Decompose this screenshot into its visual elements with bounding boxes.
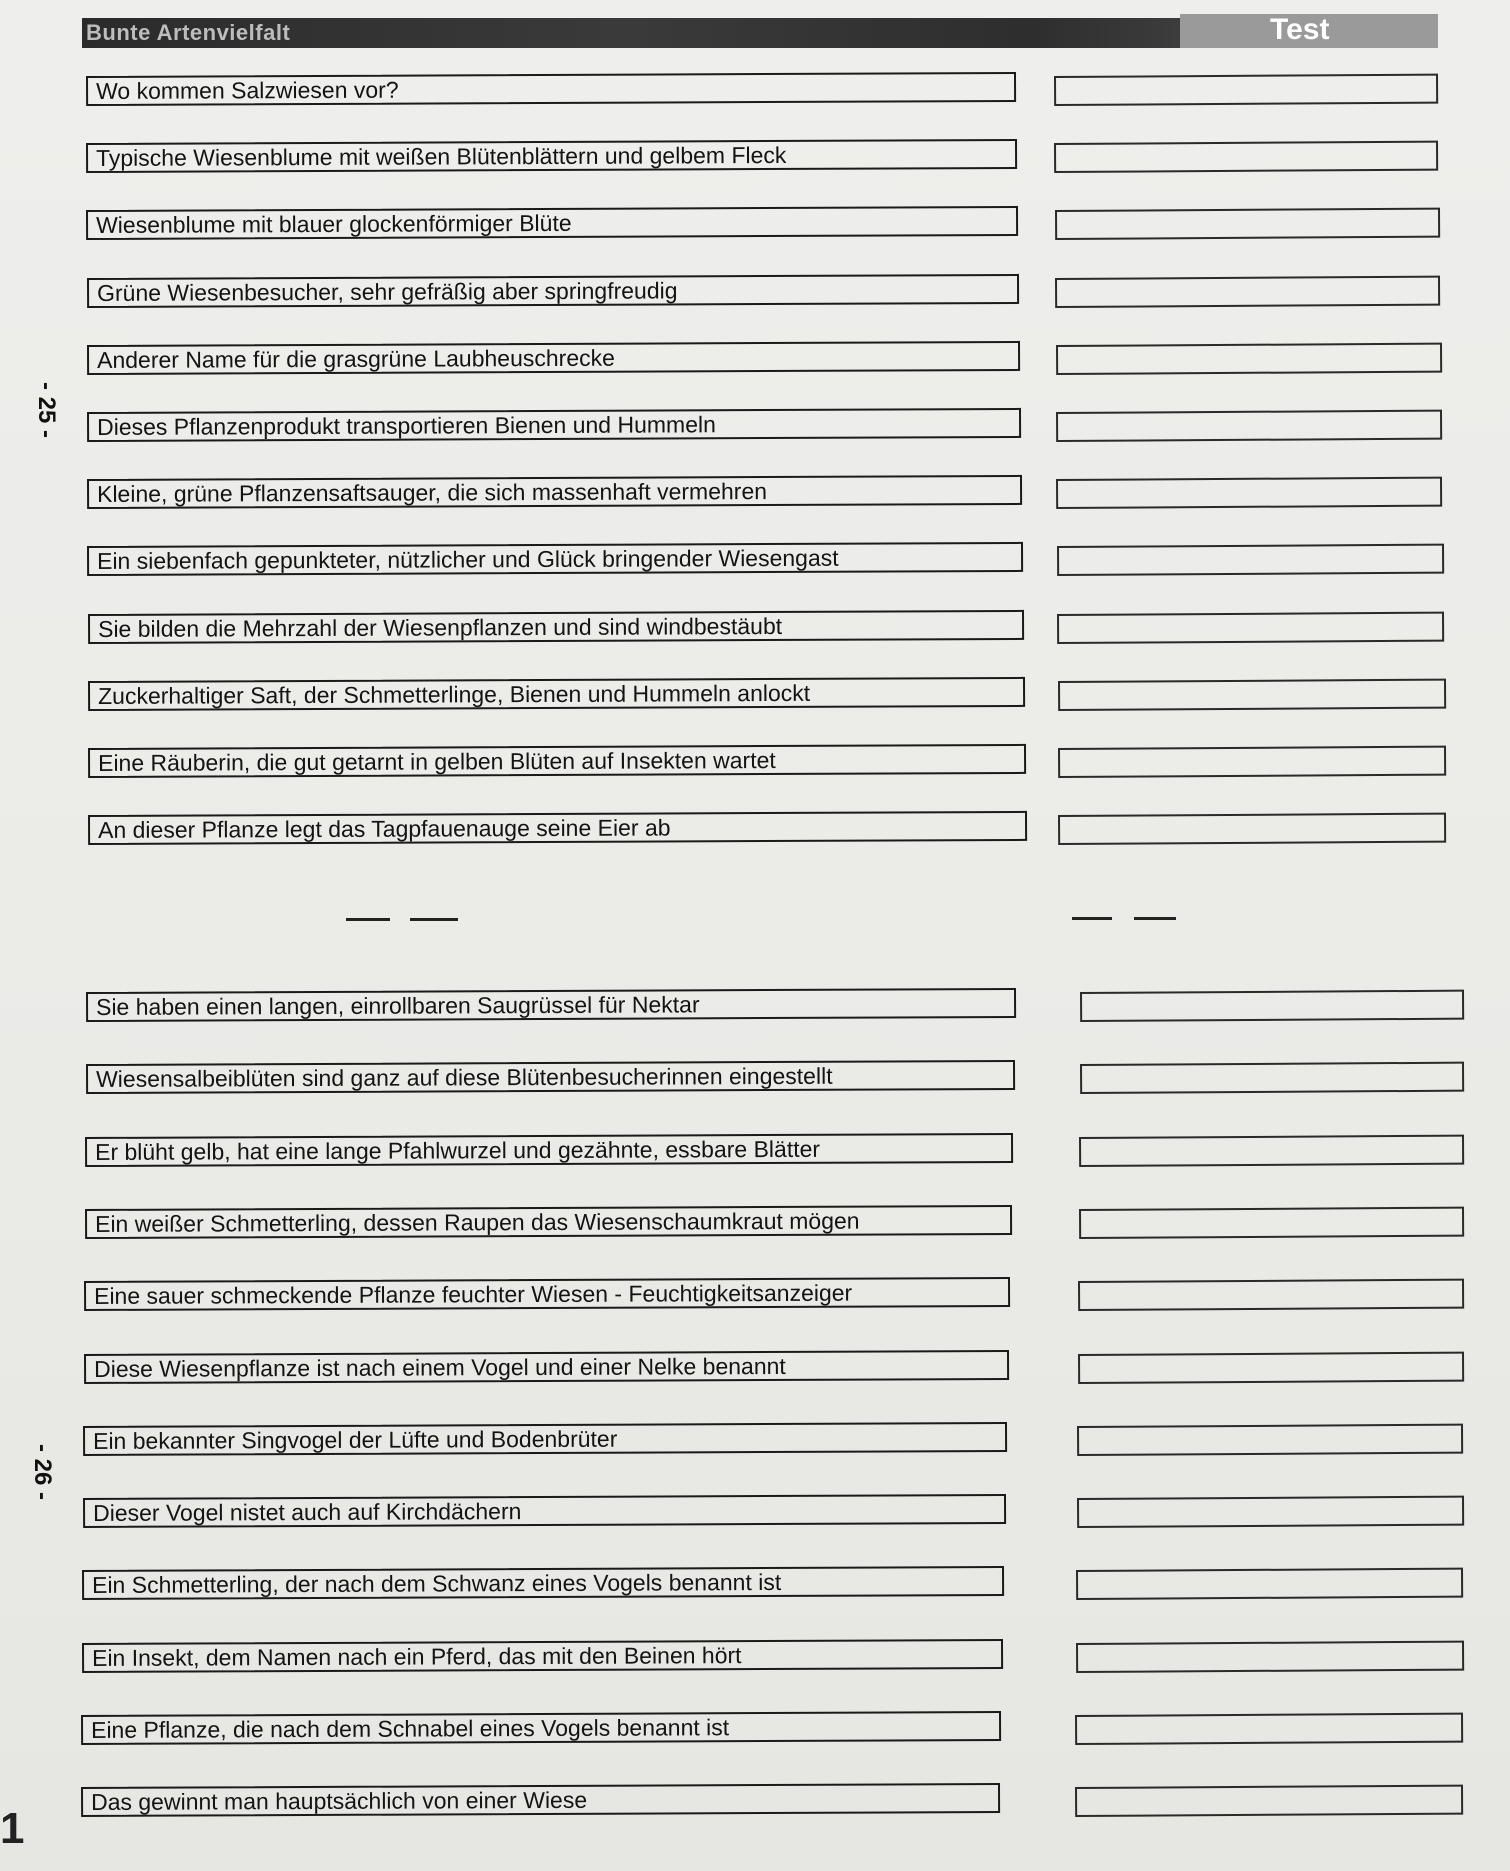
question-box	[87, 274, 1020, 308]
question-box	[86, 139, 1017, 173]
question-box	[81, 1783, 1000, 1817]
separator-dash	[1134, 917, 1176, 920]
answer-box[interactable]	[1078, 1279, 1464, 1311]
separator-dash	[346, 918, 390, 921]
question-box	[88, 677, 1025, 711]
answer-box[interactable]	[1079, 1134, 1464, 1166]
question-row	[0, 815, 1510, 849]
answer-box[interactable]	[1054, 141, 1439, 173]
answer-box[interactable]	[1056, 477, 1443, 509]
question-box	[87, 475, 1022, 509]
answer-box[interactable]	[1058, 813, 1447, 845]
answer-box[interactable]	[1058, 746, 1446, 778]
question-box	[86, 988, 1016, 1022]
separator-dash	[410, 918, 458, 921]
question-text: Wiesensalbeiblüten sind ganz auf diese Blütenbesucherinnen eingestellt	[95, 1063, 833, 1093]
answer-box[interactable]	[1077, 1496, 1464, 1528]
worksheet-title: Bunte Artenvielfalt	[86, 20, 291, 45]
answer-box[interactable]	[1056, 410, 1442, 442]
question-text: Dieser Vogel nistet auch auf Kirchdächern	[92, 1498, 521, 1527]
question-box	[83, 1494, 1006, 1528]
question-row	[0, 1064, 1510, 1098]
answer-box[interactable]	[1056, 342, 1442, 374]
question-row	[0, 345, 1510, 379]
separator-dash	[1072, 917, 1112, 920]
answer-box[interactable]	[1078, 1351, 1464, 1383]
answer-box[interactable]	[1075, 1713, 1463, 1745]
answer-box[interactable]	[1080, 990, 1464, 1022]
question-text: Grüne Wiesenbesucher, sehr gefräßig aber springfreudig	[96, 277, 678, 306]
question-text: Wo kommen Salzwiesen vor?	[96, 76, 399, 104]
question-row	[0, 614, 1510, 648]
question-row	[0, 210, 1510, 244]
question-box	[87, 408, 1021, 442]
question-text: Sie bilden die Mehrzahl der Wiesenpflanzen und sind windbestäubt	[97, 612, 782, 642]
question-box	[88, 610, 1025, 644]
question-text: Anderer Name für die grasgrüne Laubheuschrecke	[96, 344, 615, 373]
answer-box[interactable]	[1057, 611, 1444, 643]
test-label: Test	[1270, 13, 1330, 46]
answer-box[interactable]	[1058, 678, 1446, 710]
question-box	[86, 206, 1018, 240]
question-box	[87, 542, 1023, 576]
question-row	[0, 76, 1510, 110]
question-text: Ein Schmetterling, der nach dem Schwanz eines Vogels benannt ist	[92, 1569, 782, 1599]
question-text: Ein weißer Schmetterling, dessen Raupen das Wiesenschaumkraut mögen	[94, 1207, 860, 1237]
question-box	[84, 1277, 1010, 1311]
question-text: Ein siebenfach gepunkteter, nützlicher und Glück bringender Wiesengast	[97, 545, 840, 575]
question-box	[86, 72, 1016, 106]
question-box	[85, 1205, 1012, 1239]
question-box	[81, 1711, 1001, 1745]
question-row	[0, 681, 1510, 715]
question-row	[0, 1281, 1510, 1315]
question-row	[0, 546, 1510, 580]
question-box	[88, 744, 1026, 778]
question-box	[86, 1060, 1015, 1094]
question-row	[0, 479, 1510, 513]
answer-box[interactable]	[1057, 544, 1444, 576]
question-text: Zuckerhaltiger Saft, der Schmetterlinge, Bienen und Hummeln anlockt	[97, 679, 811, 709]
question-row	[0, 1209, 1510, 1243]
question-text: Das gewinnt man hauptsächlich von einer Wiese	[90, 1787, 587, 1816]
question-row	[0, 1498, 1510, 1532]
question-text: An dieser Pflanze legt das Tagpfauenauge seine Eier ab	[98, 814, 671, 844]
question-box	[84, 1349, 1009, 1383]
page-number-25: - 25 -	[33, 381, 61, 439]
question-row	[0, 1570, 1510, 1604]
question-row	[0, 1426, 1510, 1460]
question-row	[0, 143, 1510, 177]
question-row	[0, 1715, 1510, 1749]
answer-box[interactable]	[1080, 1062, 1465, 1094]
question-row	[0, 1137, 1510, 1171]
answer-box[interactable]	[1055, 208, 1440, 240]
answer-box[interactable]	[1054, 74, 1438, 106]
question-text: Dieses Pflanzenprodukt transportieren Bienen und Hummeln	[97, 411, 716, 440]
question-row	[0, 412, 1510, 446]
question-box	[82, 1566, 1004, 1600]
question-text: Eine sauer schmeckende Pflanze feuchter Wiesen - Feuchtigkeitsanzeiger	[94, 1279, 853, 1310]
question-box	[83, 1422, 1007, 1456]
question-text: Wiesenblume mit blauer glockenförmiger Blüte	[96, 210, 573, 239]
question-box	[87, 341, 1020, 375]
question-text: Ein bekannter Singvogel der Lüfte und Bodenbrüter	[93, 1425, 618, 1454]
corner-mark: 1	[0, 1804, 25, 1853]
question-row	[0, 1787, 1510, 1821]
question-text: Kleine, grüne Pflanzensaftsauger, die sich massenhaft vermehren	[97, 478, 768, 508]
question-text: Ein Insekt, dem Namen nach ein Pferd, das mit den Beinen hört	[91, 1641, 742, 1671]
question-text: Typische Wiesenblume mit weißen Blütenblättern und gelbem Fleck	[96, 142, 787, 172]
question-box	[85, 1133, 1013, 1167]
answer-box[interactable]	[1077, 1423, 1464, 1455]
answer-box[interactable]	[1076, 1640, 1464, 1672]
question-row	[0, 1643, 1510, 1677]
question-row	[0, 1354, 1510, 1388]
question-text: Eine Räuberin, die gut getarnt in gelben Blüten auf Insekten wartet	[98, 746, 776, 776]
question-text: Er blüht gelb, hat eine lange Pfahlwurzel und gezähnte, essbare Blätter	[95, 1135, 821, 1165]
question-text: Diese Wiesenpflanze ist nach einem Vogel und einer Nelke benannt	[93, 1352, 786, 1382]
question-box	[82, 1639, 1003, 1673]
page-number-26: - 26 -	[29, 1443, 57, 1501]
question-text: Sie haben einen langen, einrollbaren Saugrüssel für Nektar	[96, 991, 700, 1020]
question-row	[0, 748, 1510, 782]
answer-box[interactable]	[1076, 1568, 1463, 1600]
question-row	[0, 992, 1510, 1026]
answer-box[interactable]	[1055, 275, 1440, 307]
question-row	[0, 278, 1510, 312]
answer-box[interactable]	[1079, 1207, 1464, 1239]
question-box	[88, 811, 1027, 845]
answer-box[interactable]	[1075, 1785, 1464, 1817]
question-text: Eine Pflanze, die nach dem Schnabel eines Vogels benannt ist	[91, 1714, 730, 1743]
